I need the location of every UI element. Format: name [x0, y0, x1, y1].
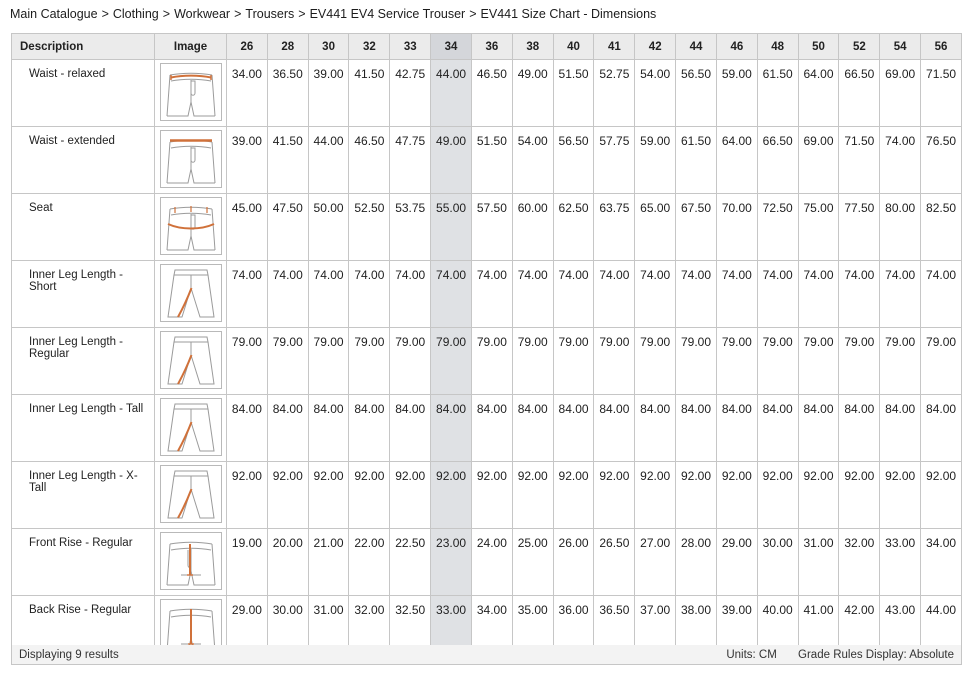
measurement-cell[interactable]: 92.00	[308, 462, 349, 529]
measurement-cell[interactable]: 92.00	[267, 462, 308, 529]
measurement-cell[interactable]: 74.00	[349, 261, 390, 328]
dimension-description: Waist - extended	[12, 127, 155, 194]
image-column-header[interactable]: Image	[155, 34, 227, 60]
size-column-header-33[interactable]: 33	[390, 34, 431, 60]
measurement-cell[interactable]: 74.00	[635, 261, 676, 328]
measurement-cell[interactable]: 34.00	[471, 596, 512, 663]
measurement-cell[interactable]: 71.50	[921, 60, 962, 127]
measurement-cell[interactable]: 46.50	[471, 60, 512, 127]
dimension-description: Inner Leg Length - Tall	[12, 395, 155, 462]
breadcrumb-separator: >	[298, 7, 306, 21]
size-column-header-30[interactable]: 30	[308, 34, 349, 60]
image-cell	[155, 462, 227, 529]
measurement-cell[interactable]: 56.50	[676, 60, 717, 127]
image-cell	[155, 529, 227, 596]
description-column-header[interactable]: Description	[12, 34, 155, 60]
measurement-cell[interactable]: 84.00	[349, 395, 390, 462]
measurement-cell[interactable]: 74.00	[390, 261, 431, 328]
measurement-cell[interactable]: 69.00	[798, 127, 839, 194]
measurement-cell[interactable]: 33.00	[431, 596, 472, 663]
measurement-cell[interactable]: 61.50	[676, 127, 717, 194]
dimension-description: Inner Leg Length - Short	[12, 261, 155, 328]
size-column-header-54[interactable]: 54	[880, 34, 921, 60]
size-column-header-36[interactable]: 36	[471, 34, 512, 60]
size-column-header-48[interactable]: 48	[757, 34, 798, 60]
measurement-cell[interactable]: 44.00	[431, 60, 472, 127]
measurement-cell[interactable]: 41.50	[267, 127, 308, 194]
measurement-cell[interactable]: 92.00	[798, 462, 839, 529]
measurement-cell[interactable]: 25.00	[512, 529, 553, 596]
measurement-cell[interactable]: 37.00	[635, 596, 676, 663]
measurement-cell[interactable]: 41.00	[798, 596, 839, 663]
header-row	[12, 34, 962, 60]
measurement-cell[interactable]: 74.00	[227, 261, 268, 328]
measurement-cell[interactable]: 31.00	[798, 529, 839, 596]
measurement-cell[interactable]: 92.00	[431, 462, 472, 529]
measurement-cell[interactable]: 53.75	[390, 194, 431, 261]
measurement-cell[interactable]: 31.00	[308, 596, 349, 663]
measurement-cell[interactable]: 84.00	[716, 395, 757, 462]
measurement-cell[interactable]: 74.00	[308, 261, 349, 328]
measurement-cell[interactable]: 74.00	[839, 261, 880, 328]
breadcrumb-item[interactable]: Clothing	[112, 7, 159, 21]
measurement-cell[interactable]: 42.75	[390, 60, 431, 127]
measurement-cell[interactable]: 74.00	[676, 261, 717, 328]
measurement-cell[interactable]: 66.50	[839, 60, 880, 127]
measurement-cell[interactable]: 92.00	[594, 462, 635, 529]
dimension-description: Back Rise - Regular	[12, 596, 155, 663]
measurement-cell[interactable]: 22.50	[390, 529, 431, 596]
measurement-cell[interactable]: 50.00	[308, 194, 349, 261]
measurement-cell[interactable]: 47.50	[267, 194, 308, 261]
measurement-cell[interactable]: 19.00	[227, 529, 268, 596]
waist-relaxed-trouser-image	[160, 63, 222, 121]
measurement-cell[interactable]: 84.00	[553, 395, 594, 462]
measurement-cell[interactable]: 92.00	[839, 462, 880, 529]
measurement-cell[interactable]: 49.00	[512, 60, 553, 127]
measurement-cell[interactable]: 79.00	[471, 328, 512, 395]
measurement-cell[interactable]: 79.00	[635, 328, 676, 395]
measurement-cell[interactable]: 72.50	[757, 194, 798, 261]
measurement-cell[interactable]: 84.00	[227, 395, 268, 462]
inner-leg-trouser-image	[160, 398, 222, 456]
table-body	[12, 60, 962, 663]
table-row	[12, 60, 962, 127]
measurement-cell[interactable]: 74.00	[594, 261, 635, 328]
front-rise-trouser-image	[160, 532, 222, 590]
measurement-cell[interactable]: 30.00	[267, 596, 308, 663]
measurement-cell[interactable]: 61.50	[757, 60, 798, 127]
measurement-cell[interactable]: 79.00	[921, 328, 962, 395]
measurement-cell[interactable]: 44.00	[921, 596, 962, 663]
size-chart-table-container	[11, 33, 962, 663]
measurement-cell[interactable]: 74.00	[512, 261, 553, 328]
measurement-cell[interactable]: 30.00	[757, 529, 798, 596]
measurement-cell[interactable]: 76.50	[921, 127, 962, 194]
size-column-header-50[interactable]: 50	[798, 34, 839, 60]
measurement-cell[interactable]: 84.00	[431, 395, 472, 462]
breadcrumb-item[interactable]: EV441 EV4 Service Trouser	[309, 7, 466, 21]
measurement-cell[interactable]: 84.00	[921, 395, 962, 462]
measurement-cell[interactable]: 26.50	[594, 529, 635, 596]
dimension-description: Seat	[12, 194, 155, 261]
measurement-cell[interactable]: 69.00	[880, 60, 921, 127]
measurement-cell[interactable]: 79.00	[390, 328, 431, 395]
measurement-cell[interactable]: 79.00	[431, 328, 472, 395]
measurement-cell[interactable]: 74.00	[553, 261, 594, 328]
measurement-cell[interactable]: 67.50	[676, 194, 717, 261]
inner-leg-trouser-image	[160, 331, 222, 389]
measurement-cell[interactable]: 23.00	[431, 529, 472, 596]
dimension-description: Inner Leg Length - X-Tall	[12, 462, 155, 529]
size-column-header-42[interactable]: 42	[635, 34, 676, 60]
size-column-header-52[interactable]: 52	[839, 34, 880, 60]
measurement-cell[interactable]: 20.00	[267, 529, 308, 596]
size-chart-table	[11, 33, 962, 663]
measurement-cell[interactable]: 26.00	[553, 529, 594, 596]
measurement-cell[interactable]: 36.50	[594, 596, 635, 663]
measurement-cell[interactable]: 79.00	[553, 328, 594, 395]
measurement-cell[interactable]: 52.75	[594, 60, 635, 127]
measurement-cell[interactable]: 38.00	[676, 596, 717, 663]
measurement-cell[interactable]: 52.50	[349, 194, 390, 261]
breadcrumb-item[interactable]: Workwear	[174, 7, 231, 21]
measurement-cell[interactable]: 56.50	[553, 127, 594, 194]
measurement-cell[interactable]: 59.00	[635, 127, 676, 194]
size-column-header-38[interactable]: 38	[512, 34, 553, 60]
measurement-cell[interactable]: 39.00	[308, 60, 349, 127]
measurement-cell[interactable]: 54.00	[512, 127, 553, 194]
measurement-cell[interactable]: 74.00	[716, 261, 757, 328]
image-cell	[155, 328, 227, 395]
measurement-cell[interactable]: 92.00	[716, 462, 757, 529]
measurement-cell[interactable]: 79.00	[716, 328, 757, 395]
measurement-cell[interactable]: 84.00	[267, 395, 308, 462]
measurement-cell[interactable]: 79.00	[798, 328, 839, 395]
size-column-header-34[interactable]: 34	[431, 34, 472, 60]
measurement-cell[interactable]: 33.00	[880, 529, 921, 596]
measurement-cell[interactable]: 35.00	[512, 596, 553, 663]
measurement-cell[interactable]: 92.00	[349, 462, 390, 529]
measurement-cell[interactable]: 36.00	[553, 596, 594, 663]
table-row	[12, 194, 962, 261]
measurement-cell[interactable]: 79.00	[880, 328, 921, 395]
measurement-cell[interactable]: 24.00	[471, 529, 512, 596]
measurement-cell[interactable]: 44.00	[308, 127, 349, 194]
table-row	[12, 261, 962, 328]
measurement-cell[interactable]: 74.00	[267, 261, 308, 328]
measurement-cell[interactable]: 74.00	[431, 261, 472, 328]
measurement-cell[interactable]: 74.00	[880, 261, 921, 328]
measurement-cell[interactable]: 70.00	[716, 194, 757, 261]
units-display: Units: CM	[726, 648, 777, 661]
measurement-cell[interactable]: 84.00	[471, 395, 512, 462]
measurement-cell[interactable]: 84.00	[594, 395, 635, 462]
measurement-cell[interactable]: 82.50	[921, 194, 962, 261]
measurement-cell[interactable]: 92.00	[676, 462, 717, 529]
dimension-description: Inner Leg Length - Regular	[12, 328, 155, 395]
image-cell	[155, 194, 227, 261]
measurement-cell[interactable]: 34.00	[921, 529, 962, 596]
measurement-cell[interactable]: 74.00	[471, 261, 512, 328]
dimension-description: Waist - relaxed	[12, 60, 155, 127]
table-row	[12, 395, 962, 462]
size-column-header-41[interactable]: 41	[594, 34, 635, 60]
measurement-cell[interactable]: 29.00	[716, 529, 757, 596]
breadcrumb-item[interactable]: EV441 Size Chart - Dimensions	[480, 7, 657, 21]
measurement-cell[interactable]: 46.50	[349, 127, 390, 194]
measurement-cell[interactable]: 64.00	[798, 60, 839, 127]
measurement-cell[interactable]: 79.00	[308, 328, 349, 395]
breadcrumb-separator: >	[234, 7, 242, 21]
measurement-cell[interactable]: 60.00	[512, 194, 553, 261]
measurement-cell[interactable]: 22.00	[349, 529, 390, 596]
measurement-cell[interactable]: 84.00	[757, 395, 798, 462]
measurement-cell[interactable]: 36.50	[267, 60, 308, 127]
size-column-header-40[interactable]: 40	[553, 34, 594, 60]
measurement-cell[interactable]: 79.00	[349, 328, 390, 395]
measurement-cell[interactable]: 32.50	[390, 596, 431, 663]
measurement-cell[interactable]: 59.00	[716, 60, 757, 127]
measurement-cell[interactable]: 45.00	[227, 194, 268, 261]
measurement-cell[interactable]: 92.00	[757, 462, 798, 529]
grade-rules-display: Grade Rules Display: Absolute	[798, 648, 954, 661]
measurement-cell[interactable]: 57.50	[471, 194, 512, 261]
measurement-cell[interactable]: 28.00	[676, 529, 717, 596]
image-cell	[155, 395, 227, 462]
inner-leg-trouser-image	[160, 465, 222, 523]
measurement-cell[interactable]: 40.00	[757, 596, 798, 663]
measurement-cell[interactable]: 92.00	[880, 462, 921, 529]
size-column-header-46[interactable]: 46	[716, 34, 757, 60]
measurement-cell[interactable]: 54.00	[635, 60, 676, 127]
measurement-cell[interactable]: 71.50	[839, 127, 880, 194]
measurement-cell[interactable]: 42.00	[839, 596, 880, 663]
breadcrumb-item[interactable]: Trousers	[245, 7, 295, 21]
measurement-cell[interactable]: 62.50	[553, 194, 594, 261]
breadcrumb	[10, 7, 656, 21]
measurement-cell[interactable]: 79.00	[227, 328, 268, 395]
measurement-cell[interactable]: 79.00	[676, 328, 717, 395]
measurement-cell[interactable]: 84.00	[798, 395, 839, 462]
measurement-cell[interactable]: 84.00	[390, 395, 431, 462]
status-bar	[11, 645, 962, 665]
measurement-cell[interactable]: 92.00	[471, 462, 512, 529]
status-bar-right	[708, 649, 954, 661]
measurement-cell[interactable]: 84.00	[676, 395, 717, 462]
measurement-cell[interactable]: 74.00	[757, 261, 798, 328]
measurement-cell[interactable]: 29.00	[227, 596, 268, 663]
breadcrumb-separator: >	[469, 7, 477, 21]
size-column-header-28[interactable]: 28	[267, 34, 308, 60]
measurement-cell[interactable]: 79.00	[757, 328, 798, 395]
measurement-cell[interactable]: 79.00	[267, 328, 308, 395]
measurement-cell[interactable]: 84.00	[880, 395, 921, 462]
measurement-cell[interactable]: 74.00	[921, 261, 962, 328]
size-column-header-26[interactable]: 26	[227, 34, 268, 60]
measurement-cell[interactable]: 27.00	[635, 529, 676, 596]
measurement-cell[interactable]: 84.00	[512, 395, 553, 462]
measurement-cell[interactable]: 43.00	[880, 596, 921, 663]
measurement-cell[interactable]: 32.00	[349, 596, 390, 663]
measurement-cell[interactable]: 65.00	[635, 194, 676, 261]
inner-leg-trouser-image	[160, 264, 222, 322]
measurement-cell[interactable]: 21.00	[308, 529, 349, 596]
image-cell	[155, 60, 227, 127]
measurement-cell[interactable]: 64.00	[716, 127, 757, 194]
breadcrumb-separator: >	[101, 7, 109, 21]
measurement-cell[interactable]: 41.50	[349, 60, 390, 127]
table-row	[12, 127, 962, 194]
measurement-cell[interactable]: 84.00	[839, 395, 880, 462]
measurement-cell[interactable]: 92.00	[553, 462, 594, 529]
measurement-cell[interactable]: 34.00	[227, 60, 268, 127]
measurement-cell[interactable]: 55.00	[431, 194, 472, 261]
dimension-description: Front Rise - Regular	[12, 529, 155, 596]
table-row	[12, 328, 962, 395]
measurement-cell[interactable]: 80.00	[880, 194, 921, 261]
measurement-cell[interactable]: 92.00	[921, 462, 962, 529]
measurement-cell[interactable]: 92.00	[512, 462, 553, 529]
breadcrumb-separator: >	[162, 7, 171, 21]
size-column-header-44[interactable]: 44	[676, 34, 717, 60]
size-column-header-32[interactable]: 32	[349, 34, 390, 60]
measurement-cell[interactable]: 92.00	[635, 462, 676, 529]
measurement-cell[interactable]: 39.00	[227, 127, 268, 194]
measurement-cell[interactable]: 92.00	[390, 462, 431, 529]
measurement-cell[interactable]: 47.75	[390, 127, 431, 194]
measurement-cell[interactable]: 49.00	[431, 127, 472, 194]
image-cell	[155, 261, 227, 328]
table-row	[12, 529, 962, 596]
measurement-cell[interactable]: 51.50	[471, 127, 512, 194]
measurement-cell[interactable]: 84.00	[635, 395, 676, 462]
table-header	[12, 34, 962, 60]
measurement-cell[interactable]: 92.00	[227, 462, 268, 529]
waist-extended-trouser-image	[160, 130, 222, 188]
measurement-cell[interactable]: 63.75	[594, 194, 635, 261]
measurement-cell[interactable]: 74.00	[880, 127, 921, 194]
measurement-cell[interactable]: 66.50	[757, 127, 798, 194]
table-row	[12, 462, 962, 529]
measurement-cell[interactable]: 39.00	[716, 596, 757, 663]
measurement-cell[interactable]: 74.00	[798, 261, 839, 328]
measurement-cell[interactable]: 51.50	[553, 60, 594, 127]
measurement-cell[interactable]: 77.50	[839, 194, 880, 261]
image-cell	[155, 127, 227, 194]
seat-trouser-image	[160, 197, 222, 255]
measurement-cell[interactable]: 75.00	[798, 194, 839, 261]
measurement-cell[interactable]: 79.00	[839, 328, 880, 395]
results-count: Displaying 9 results	[19, 648, 119, 661]
measurement-cell[interactable]: 79.00	[512, 328, 553, 395]
measurement-cell[interactable]: 57.75	[594, 127, 635, 194]
measurement-cell[interactable]: 32.00	[839, 529, 880, 596]
breadcrumb-item[interactable]: Main Catalogue	[10, 7, 98, 21]
size-column-header-56[interactable]: 56	[921, 34, 962, 60]
measurement-cell[interactable]: 79.00	[594, 328, 635, 395]
measurement-cell[interactable]: 84.00	[308, 395, 349, 462]
